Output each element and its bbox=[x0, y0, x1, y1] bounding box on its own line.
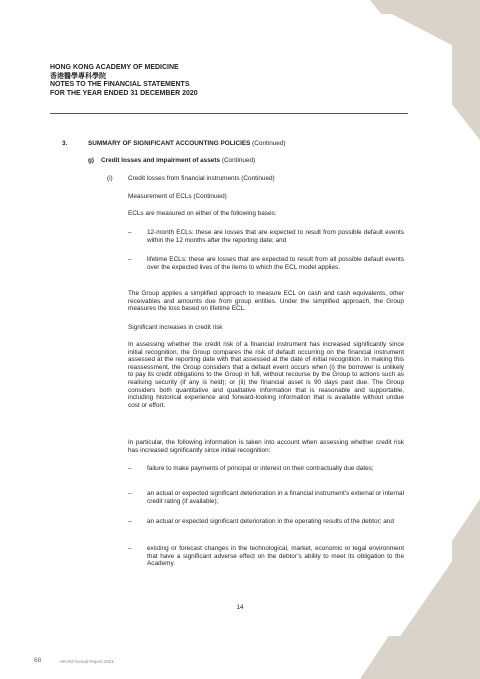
item-heading bbox=[107, 175, 275, 183]
year-title: FOR THE YEAR ENDED 31 DECEMBER 2020 bbox=[50, 89, 198, 97]
bullet-dash: – bbox=[128, 256, 132, 263]
bullet-dash: – bbox=[128, 465, 132, 472]
report-title: HKAM Annual Report 2021 bbox=[60, 659, 115, 664]
subsection-label: g) bbox=[88, 157, 95, 164]
item-title: Credit losses from financial instruments (Continued) bbox=[128, 175, 275, 182]
page-number: 14 bbox=[236, 604, 244, 611]
list-item-text: lifetime ECLs: these are losses that are expected to result from all possible default events over the expected lives of the items to which the ECL model applies. bbox=[147, 256, 404, 271]
org-name-chinese: 香港醫學專科學院 bbox=[50, 72, 106, 80]
section-title: SUMMARY OF SIGNIFICANT ACCOUNTING POLICIES bbox=[88, 140, 251, 147]
subsection-heading bbox=[88, 157, 255, 165]
org-name: HONG KONG ACADEMY OF MEDICINE bbox=[50, 64, 179, 71]
list-item-text: an actual or expected significant deterioration in the operating results of the debtor; and bbox=[147, 518, 394, 525]
bullet-dash: – bbox=[128, 518, 132, 525]
subsection-continued: (Continued) bbox=[221, 157, 256, 164]
bullet-dash: – bbox=[128, 490, 132, 497]
bullet-dash: – bbox=[128, 229, 132, 236]
section-continued: (Continued) bbox=[252, 140, 286, 147]
list-item-text: existing or forecast changes in the technological, market, economic or legal environment that have a significant adverse effect on the debtor’s ability to meet its obligation to the Academy. bbox=[147, 545, 404, 568]
paragraph-simplified-approach: The Group applies a simplified approach to measure ECL on cash and cash equivalents, other receivables and amounts due from group entities. Under the simplified approach, the Group measures the loss based on lifetime ECL. bbox=[128, 290, 404, 313]
notes-title: NOTES TO THE FINANCIAL STATEMENTS bbox=[50, 81, 190, 88]
section-number: 3. bbox=[62, 140, 68, 147]
paragraph-measurement: Measurement of ECLs (Continued) bbox=[128, 193, 227, 200]
paragraph-assessment: In assessing whether the credit risk of a financial instrument has increased significantly since initial recognition, the Group compares the risk of default occurring on the financial instrument assessed at the reporting date with that assessed at the date of initial recognition. In making this reassessment, the Group considers that a default event occurs when (i) the borrower is unlikely to pay its credit obligations to the Group in full, without recourse by the Group to actions such as realising security (if any is held); or (ii) the financial asset is 90 days past due. The Group considers both quantitative and qualitative information that is reasonable and supportable, including historical experience and forward-looking information that is available without undue cost or effort. bbox=[128, 341, 404, 409]
folio-number: 68 bbox=[34, 657, 42, 664]
subsection-title: Credit losses and impairment of assets bbox=[101, 157, 221, 164]
paragraph-significant-increases: Significant increases in credit risk bbox=[128, 324, 223, 331]
item-label: (i) bbox=[107, 175, 113, 182]
list-item-text: 12-month ECLs: these are losses that are expected to result from possible default events within the 12 months after the reporting date; and bbox=[147, 229, 404, 244]
paragraph-bases-intro: ECLs are measured on either of the following bases: bbox=[128, 210, 277, 217]
list-item-text: an actual or expected significant deterioration in a financial instrument’s external or internal credit rating (if available); bbox=[147, 490, 404, 505]
paragraph-particular: In particular, the following information is taken into account when assessing whether credit risk has increased significantly since initial recognition: bbox=[128, 439, 404, 454]
bullet-dash: – bbox=[128, 545, 132, 552]
list-item-text: failure to make payments of principal or interest on their contractually due dates; bbox=[147, 465, 374, 472]
